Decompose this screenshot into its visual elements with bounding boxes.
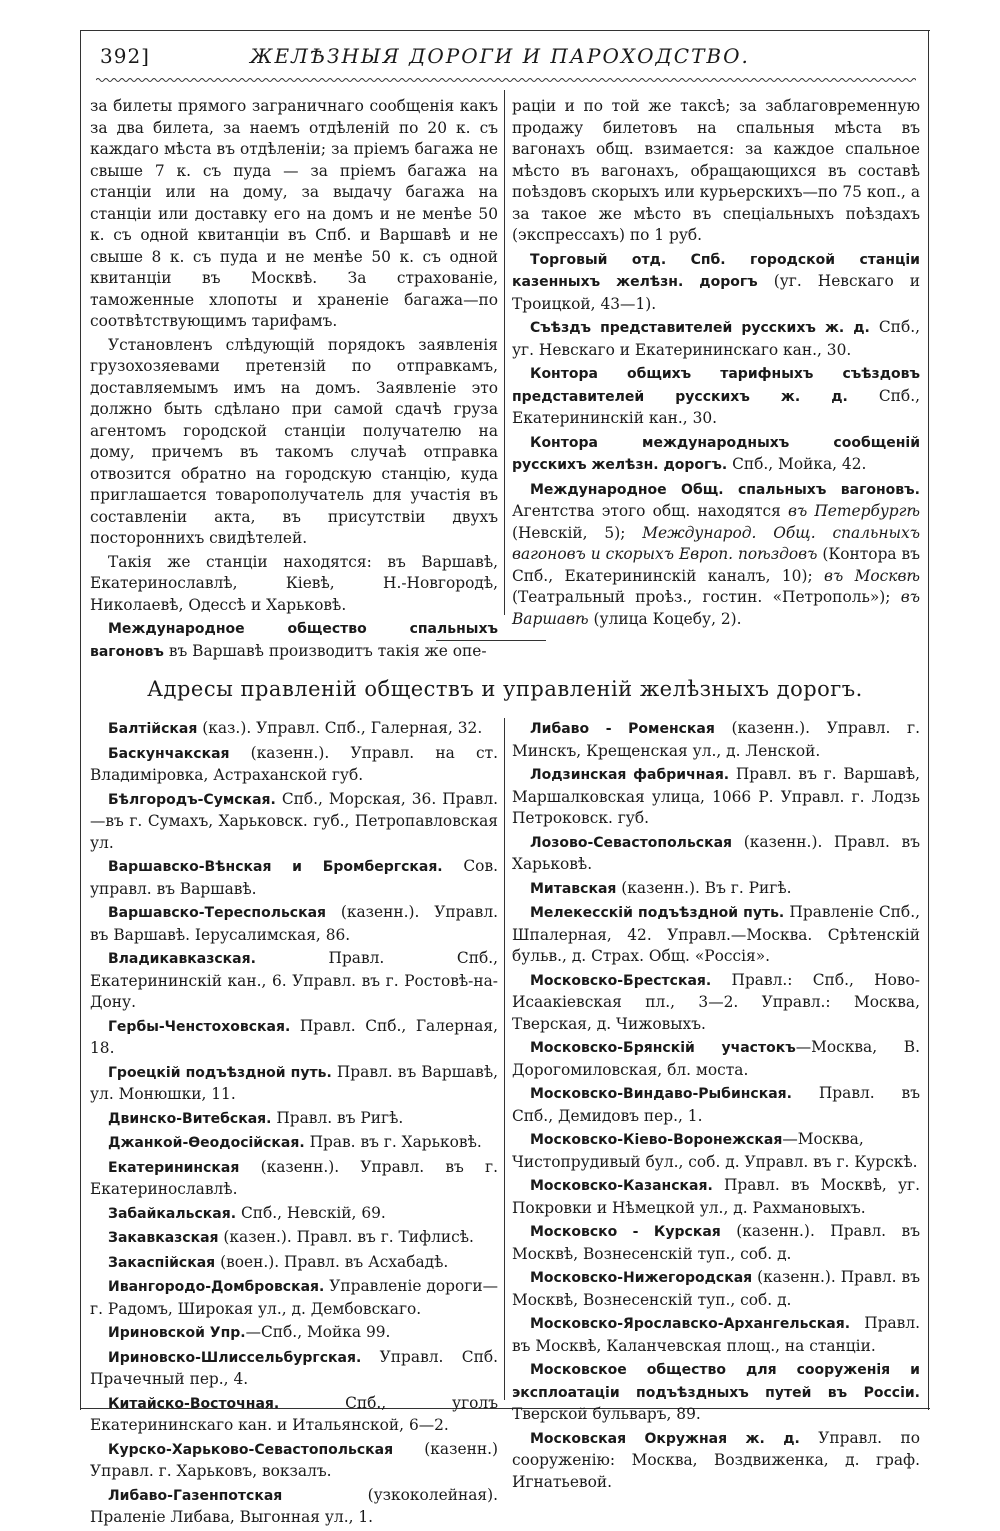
railway-name: Ивангородо-Домбровская. — [108, 1279, 325, 1295]
frame-right-rule — [928, 30, 929, 1410]
railway-address: —Спб., Мойка 99. — [245, 1323, 391, 1341]
paragraph — [90, 552, 498, 617]
running-title: ЖЕЛѢЗНЫЯ ДОРОГИ И ПАРОХОДСТВО. — [250, 44, 750, 68]
railway-name: Варшавско-Тереспольская — [108, 905, 327, 921]
entry-text: (уг. Невскаго и Троицкой, 43—1). — [512, 272, 920, 313]
railway-entry — [90, 1393, 498, 1437]
railway-entry — [90, 1252, 498, 1275]
railway-name: Джанкой-Ѳеодосійская. — [108, 1135, 305, 1151]
top-left-column — [90, 96, 498, 665]
railway-name: Мелекесскій подъѣздной путь. — [530, 905, 785, 921]
railway-entry — [90, 948, 498, 1014]
italic-place: Международ. Общ. спальныхъ вагоновъ и скорыхъ Европ. поѣздовъ — [512, 523, 920, 563]
entry-text: Спб., Екатерининскій кан., 30. — [512, 386, 920, 427]
railway-name: Митавская — [530, 880, 617, 897]
railway-address: —Москва, В. Дорогомиловская, бл. моста. — [512, 1038, 921, 1079]
railway-entry — [512, 1129, 920, 1173]
railway-name: Двинско-Витебская. — [108, 1110, 272, 1127]
railway-entry — [512, 764, 920, 830]
railway-entry — [512, 1037, 920, 1081]
entry-name: Съѣздъ представителей русскихъ ж. д. — [530, 320, 870, 336]
railway-entry — [90, 902, 498, 946]
railway-name: Московское общество для сооруженія и эксплоатаціи подъѣздныхъ путей въ Россіи. — [512, 1362, 920, 1401]
railway-name: Владикавказская. — [108, 951, 256, 967]
railway-entry — [512, 1359, 920, 1426]
entry-text: Агентства этого общ. находятся — [512, 502, 789, 520]
railway-entry — [90, 1132, 498, 1155]
railway-name: Баскунчакская — [108, 745, 230, 762]
railway-name: Забайкальская. — [108, 1205, 237, 1222]
entry-text: въ Варшавѣ производитъ такія же опе- — [163, 641, 487, 660]
railway-address: Тверской бульваръ, 89. — [512, 1405, 701, 1423]
railway-name: Московско-Брянскій участокъ — [530, 1040, 796, 1056]
railway-name: Закавказская — [108, 1230, 219, 1246]
entry-name: Международное общество спальныхъ вагоновъ — [90, 621, 498, 660]
railway-name: Гроецкій подъѣздной путь. — [108, 1064, 332, 1081]
railway-address: Спб., уголъ Екатерининскаго кан. и Итальянской, 6—2. — [90, 1393, 498, 1434]
section-title: Адресы правленій обществъ и управленій желѣзныхъ дорогъ. — [147, 677, 863, 701]
italic-place: въ Москвѣ — [824, 566, 920, 585]
italic-place: въ Варшавѣ — [512, 588, 920, 628]
entry-name: Контора международныхъ сообщеній русскихъ желѣзн. дорогъ. — [512, 434, 920, 473]
paragraph — [512, 432, 920, 477]
railway-name: Екатерининская — [108, 1159, 240, 1176]
railway-list-left — [90, 718, 498, 1531]
railway-name: Московско-Виндаво-Рыбинская. — [530, 1086, 792, 1102]
railway-entry — [90, 718, 498, 741]
railway-entry — [90, 1485, 498, 1529]
entry-text: (Театральный проѣз., гостин. «Петрополь»); — [512, 588, 901, 606]
column-divider-bottom — [504, 718, 505, 1400]
railway-address: Правл. въ Москвѣ, Каланчевская площ., на станціи. — [512, 1314, 920, 1355]
railway-name: Гербы-Ченстоховская. — [108, 1018, 291, 1035]
railway-entry — [90, 1062, 498, 1106]
railway-name: Варшавско-Вѣнская и Бромбергская. — [108, 859, 443, 875]
railway-name: Бѣлгородъ-Сумская. — [108, 791, 276, 808]
railway-address: (казенн.). Управл. на ст. Владиміровка, Астраханской губ. — [90, 743, 498, 784]
railway-entry — [512, 970, 920, 1036]
railway-address: Правл.: Спб., Ново-Исаакіевская пл., 3—2. Управл.: Москва, Тверская, д. Чижовыхъ. — [512, 970, 920, 1033]
railway-entry — [512, 1428, 920, 1494]
railway-address: (казенн.). Правл. въ Москвѣ, Вознесенскій туп., соб. д. — [512, 1222, 920, 1263]
paragraph-text: Такія же станціи находятся: въ Варшавѣ, Екатеринославлѣ, Кіевѣ, Н.-Новгородѣ, Николаевѣ, Одессѣ и Харьковѣ. — [90, 552, 498, 614]
railway-name: Либаво-Газенпотская — [108, 1487, 283, 1504]
railway-name: Московская Окружная ж. д. — [530, 1430, 800, 1447]
railway-name: Ириновской Упр. — [108, 1325, 246, 1341]
railway-address: Спб., Морская, 36. Правл.—въ г. Сумахъ, Харьковск. губ., Петропавловская ул. — [90, 789, 498, 852]
paragraph — [512, 249, 920, 316]
railway-entry — [512, 1267, 920, 1311]
railway-address: Правл. въ Спб., Демидовъ пер., 1. — [512, 1084, 920, 1125]
railway-address: Спб., Невскій, 69. — [236, 1203, 386, 1222]
page-number: 392] — [100, 44, 150, 68]
railway-name: Лодзинская фабричная. — [530, 767, 730, 783]
railway-name: Московско-Нижегородская — [530, 1270, 753, 1286]
railway-address: (казенн.). Управл. въ г. Екатеринославлѣ. — [90, 1157, 498, 1198]
paragraph — [512, 317, 920, 361]
railway-entry — [90, 1203, 498, 1226]
railway-entry — [90, 1322, 498, 1345]
column-divider-top — [504, 90, 505, 615]
railway-list-right — [512, 718, 920, 1495]
railway-entry — [512, 878, 920, 901]
paragraph-text: за билеты прямого заграничнаго сообщенія какъ за два билета, за наемъ отдѣленій по 20 к. съ каждаго мѣста въ отдѣленіи; за пріемъ багажа не свыше 7 к. съ пуда — за пріемъ багажа на станціи или на дому, за выдачу багажа на станціи или доставку его на домъ и не менѣе 50 к. съ одной квитанціи въ Спб. и Варшавѣ и не свыше 8 к. съ пуда и не менѣе 50 к. съ одной квитанціи въ Москвѣ. За страхованіе, таможенные хлопоты и храненіе багажа—по соотвѣтствующимъ тарифамъ. — [90, 97, 498, 330]
railway-name: Либаво - Роменская — [530, 721, 715, 737]
railway-name: Балтійская — [108, 721, 198, 737]
railway-address: Управленіе дороги—г. Радомъ, Широкая ул., д. Дембовскаго. — [90, 1277, 498, 1318]
railway-entry — [90, 1276, 498, 1320]
entry-name: Торговый отд. Спб. городской станціи казенныхъ желѣзн. дорогъ — [512, 251, 920, 290]
wavy-header-rule — [96, 76, 916, 84]
railway-name: Московско-Брестская. — [530, 972, 712, 989]
railway-entry — [90, 1227, 498, 1250]
paragraph — [512, 479, 920, 631]
railway-entry — [90, 1016, 498, 1060]
entry-name: Контора общихъ тарифныхъ съѣздовъ представителей русскихъ ж. д. — [512, 366, 920, 405]
paragraph-text: Установленъ слѣдующій порядокъ заявленія грузохозяевами претензій по отправкамъ, доставляемымъ имъ на домъ. Заявленіе это должно быть сдѣлано при самой сдачѣ груза агентомъ городской станціи получателю на дому, причемъ въ такомъ случаѣ отправка отвозится обратно на городскую станцію, куда приглашается товарополучатель для участія въ составленіи акта, въ присутствіи двухъ постороннихъ свидѣтелей. — [90, 335, 498, 547]
entry-text: (Невскій, 5); — [512, 523, 643, 542]
railway-address: (казенн.). Въ г. Ригѣ. — [616, 878, 792, 897]
railway-address: Правл. въ Москвѣ, уг. Покровки и Нѣмецкой ул., д. Рахмановыхъ. — [512, 1176, 920, 1217]
italic-place: въ Петербургѣ — [788, 502, 920, 520]
section-separator — [436, 640, 546, 641]
railway-address: Правленіе Спб., Шпалерная, 42. Управл.—Москва. Срѣтенскій бульв., д. Страх. Общ. «Россія». — [512, 903, 920, 965]
frame-left-rule — [80, 30, 81, 1410]
railway-address: (воен.). Правл. въ Асхабадѣ. — [215, 1252, 449, 1271]
railway-entry — [512, 1083, 920, 1127]
railway-entry — [512, 1313, 920, 1357]
railway-address: (казенн.). Правл. въ Харьковѣ. — [512, 832, 920, 873]
railway-address: Правл. въ Ригѣ. — [271, 1108, 404, 1127]
railway-address: (казен.). Правл. въ г. Тифлисѣ. — [218, 1228, 474, 1246]
paragraph — [90, 96, 498, 333]
railway-name: Московско-Кіево-Воронежская — [530, 1132, 783, 1148]
frame-top-rule — [80, 30, 930, 31]
railway-name: Московско-Ярославско-Архангельская. — [530, 1316, 851, 1332]
railway-address: Управл. по сооруженію: Москва, Воздвиженка, д. граф. Игнатьевой. — [512, 1428, 920, 1491]
railway-entry — [90, 1108, 498, 1131]
entry-text: Спб., уг. Невскаго и Екатерининскаго кан., 30. — [512, 318, 920, 359]
railway-entry — [512, 902, 920, 968]
railway-address: Правл. Спб., Галерная, 18. — [90, 1016, 498, 1057]
railway-entry — [512, 718, 920, 762]
railway-name: Московско - Курская — [530, 1224, 721, 1240]
entry-text: (Контора въ Спб., Екатерининскій каналъ, 10); — [512, 545, 920, 585]
railway-entry — [90, 1439, 498, 1483]
railway-address: (казенн.). Правл. въ Москвѣ, Вознесенскій туп., соб. д. — [512, 1268, 920, 1309]
railway-name: Ириновско-Шлиссельбургская. — [108, 1349, 362, 1366]
railway-name: Китайско-Восточная. — [108, 1395, 280, 1412]
railway-address: Правл. Спб., Екатерининскій кан., 6. Управл. въ г. Ростовѣ-на-Дону. — [90, 949, 498, 1011]
railway-address: (казенн.). Управл. г. Минскъ, Крещенская ул., д. Ленской. — [512, 719, 920, 760]
railway-address: Правл. въ г. Варшавѣ, Маршалковская улица, 1066 Р. Управл. г. Лодзь Петроковск. губ. — [512, 765, 920, 827]
railway-name: Московско-Казанская. — [530, 1178, 713, 1194]
railway-name: Закаспійская — [108, 1254, 216, 1271]
railway-address: Сов. управл. въ Варшавѣ. — [90, 857, 498, 898]
railway-address: Прав. въ г. Харьковѣ. — [304, 1133, 482, 1151]
railway-entry — [90, 1157, 498, 1201]
book-page — [80, 0, 930, 1526]
entry-name: Международное Общ. спальныхъ вагоновъ. — [530, 481, 920, 498]
running-header — [100, 44, 920, 74]
entry-text: (улица Коцебу, 2). — [588, 609, 742, 628]
railway-address: (узкоколейная). Праленіе Либава, Выгонная ул., 1. — [90, 1485, 498, 1526]
railway-entry — [90, 789, 498, 855]
top-right-column — [512, 96, 920, 632]
paragraph-text: раціи и по той же таксѣ; за заблаговременную продажу билетовъ на спальныя мѣста въ вагонахъ общ. взимается: за каждое спальное мѣсто въ вагонахъ, обращающихся въ составѣ поѣздовъ скорыхъ или курьерскихъ—по 75 коп., а за такое же мѣсто въ спеціальныхъ поѣздахъ (экспрессахъ) по 1 руб. — [512, 97, 920, 244]
railway-address: —Москва, Чистопрудивый бул., соб. д. Управл. въ г. Курскѣ. — [512, 1130, 918, 1171]
railway-address: Правл. въ Варшавѣ, ул. Монюшки, 11. — [90, 1062, 499, 1103]
railway-name: Лозово-Севастопольская — [530, 834, 733, 851]
railway-entry — [512, 1175, 920, 1219]
railway-entry — [512, 1221, 920, 1265]
entry-text: Спб., Мойка, 42. — [727, 455, 867, 473]
railway-entry — [90, 856, 498, 900]
railway-entry — [512, 832, 920, 876]
railway-address: Управл. Спб. Прачечный пер., 4. — [90, 1347, 498, 1388]
railway-entry — [90, 743, 498, 787]
railway-address: (казенн.). Управл. въ Варшавѣ. Іерусалимская, 86. — [90, 903, 498, 944]
paragraph — [90, 335, 498, 550]
railway-name: Курско-Харьково-Севастопольская — [108, 1441, 394, 1458]
railway-address: (каз.). Управл. Спб., Галерная, 32. — [197, 719, 483, 737]
paragraph — [512, 363, 920, 430]
railway-entry — [90, 1347, 498, 1391]
railway-address: (казенн.) Управл. г. Харьковъ, вокзалъ. — [90, 1439, 498, 1480]
paragraph — [512, 96, 920, 247]
